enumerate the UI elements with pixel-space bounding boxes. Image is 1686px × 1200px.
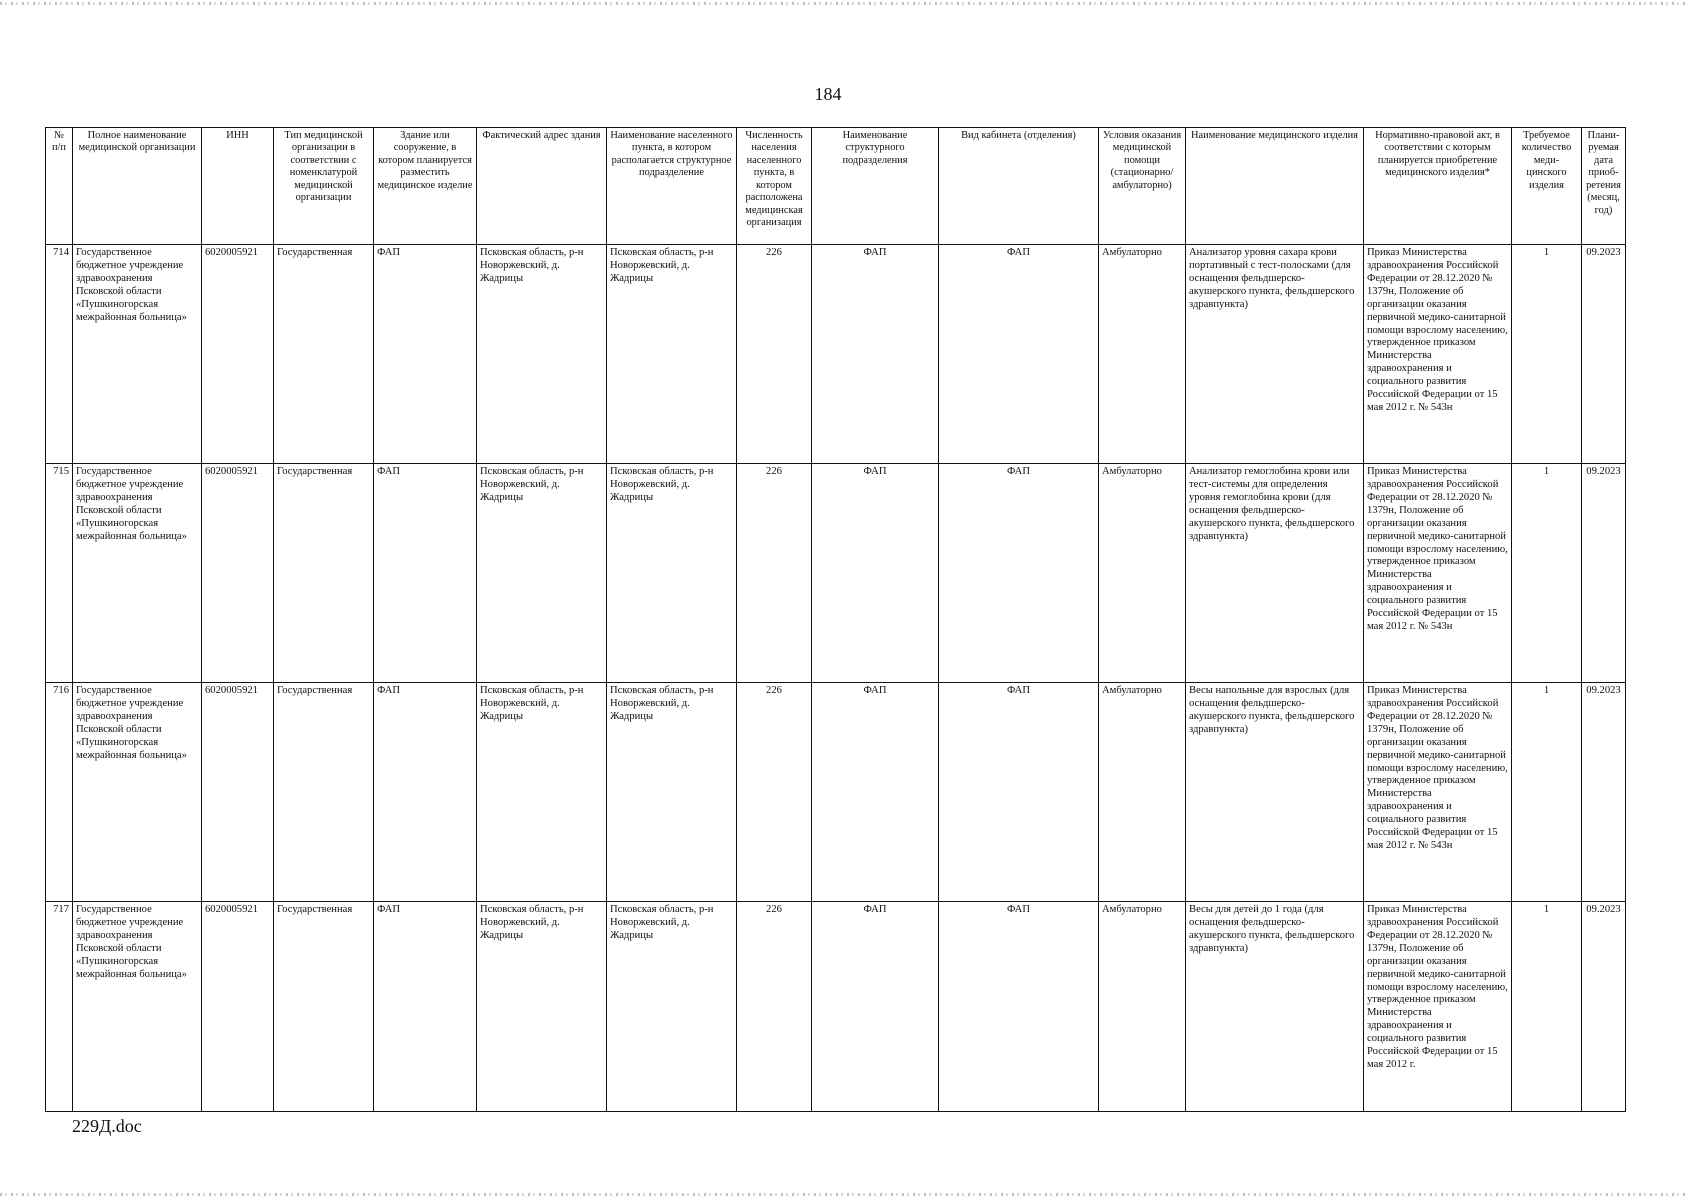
- col-header-quantity: Требуемое количество меди-цинского изделия: [1512, 128, 1582, 245]
- cell-conditions: Амбулаторно: [1099, 902, 1186, 1112]
- cell-inn: 6020005921: [202, 902, 274, 1112]
- cell-organization: Государственное бюджетное учреждение здравоохранения Псковской области «Пушкиногорская межрайонная больница»: [73, 902, 202, 1112]
- cell-cabinet: ФАП: [939, 683, 1099, 902]
- cell-unit: ФАП: [812, 464, 939, 683]
- cell-population: 226: [737, 245, 812, 464]
- cell-quantity: 1: [1512, 245, 1582, 464]
- cell-building: ФАП: [374, 245, 477, 464]
- col-header-locality: Наименование населенного пункта, в котором располагается структурное подразделение: [607, 128, 737, 245]
- col-header-building: Здание или сооружение, в котором планируется разместить медицинское изделие: [374, 128, 477, 245]
- cell-org-type: Государственная: [274, 245, 374, 464]
- cell-population: 226: [737, 902, 812, 1112]
- cell-cabinet: ФАП: [939, 902, 1099, 1112]
- cell-building: ФАП: [374, 464, 477, 683]
- cell-inn: 6020005921: [202, 245, 274, 464]
- cell-organization: Государственное бюджетное учреждение здравоохранения Псковской области «Пушкиногорская межрайонная больница»: [73, 464, 202, 683]
- cell-quantity: 1: [1512, 902, 1582, 1112]
- col-header-device: Наименование медицинского изделия: [1186, 128, 1364, 245]
- col-header-number: № п/п: [46, 128, 73, 245]
- cell-address: Псковская область, р-н Новоржевский, д. Жадрицы: [477, 902, 607, 1112]
- cell-org-type: Государственная: [274, 902, 374, 1112]
- col-header-organization: Полное наименование медицинской организации: [73, 128, 202, 245]
- cell-device: Анализатор уровня сахара крови портативный с тест-полосками (для оснащения фельдшерско-акушерского пункта, фельдшерского здравпункта): [1186, 245, 1364, 464]
- cell-building: ФАП: [374, 683, 477, 902]
- col-header-conditions: Условия оказания медицинской помощи (стационарно/ амбулаторно): [1099, 128, 1186, 245]
- col-header-address: Фактический адрес здания: [477, 128, 607, 245]
- cell-quantity: 1: [1512, 464, 1582, 683]
- cell-organization: Государственное бюджетное учреждение здравоохранения Псковской области «Пушкиногорская межрайонная больница»: [73, 683, 202, 902]
- cell-unit: ФАП: [812, 683, 939, 902]
- table-row: [46, 464, 1626, 683]
- table-row: [46, 902, 1626, 1112]
- cell-device: Анализатор гемоглобина крови или тест-системы для определения уровня гемоглобина крови (для оснащения фельдшерско-акушерского пункта, фельдшерского здравпункта): [1186, 464, 1364, 683]
- table-row: [46, 245, 1626, 464]
- header-row: [46, 128, 1626, 245]
- cell-address: Псковская область, р-н Новоржевский, д. Жадрицы: [477, 245, 607, 464]
- cell-locality: Псковская область, р-н Новоржевский, д. Жадрицы: [607, 245, 737, 464]
- col-header-unit: Наименование структурного подразделения: [812, 128, 939, 245]
- col-header-cabinet: Вид кабинета (отделения): [939, 128, 1099, 245]
- scan-edge-bottom: [0, 1193, 1686, 1196]
- col-header-inn: ИНН: [202, 128, 274, 245]
- cell-locality: Псковская область, р-н Новоржевский, д. Жадрицы: [607, 464, 737, 683]
- col-header-org-type: Тип медицинской организации в соответствии с номенклатурой медицинской организации: [274, 128, 374, 245]
- cell-date: 09.2023: [1582, 245, 1626, 464]
- cell-cabinet: ФАП: [939, 464, 1099, 683]
- cell-unit: ФАП: [812, 245, 939, 464]
- cell-organization: Государственное бюджетное учреждение здравоохранения Псковской области «Пушкиногорская межрайонная больница»: [73, 245, 202, 464]
- cell-device: Весы напольные для взрослых (для оснащения фельдшерско-акушерского пункта, фельдшерского здравпункта): [1186, 683, 1364, 902]
- cell-legal-act: Приказ Министерства здравоохранения Российской Федерации от 28.12.2020 № 1379н, Положение об организации оказания первичной медико-санитарной помощи взрослому населению, утвержденное приказом Министерства здравоохранения и социального развития Российской Федерации от 15 мая 2012 г.: [1364, 902, 1512, 1112]
- col-header-date: Плани-руемая дата приоб-ретения (месяц, год): [1582, 128, 1626, 245]
- cell-inn: 6020005921: [202, 464, 274, 683]
- cell-quantity: 1: [1512, 683, 1582, 902]
- cell-legal-act: Приказ Министерства здравоохранения Российской Федерации от 28.12.2020 № 1379н, Положение об организации оказания первичной медико-санитарной помощи взрослому населению, утвержденное приказом Министерства здравоохранения и социального развития Российской Федерации от 15 мая 2012 г. № 543н: [1364, 683, 1512, 902]
- cell-device: Весы для детей до 1 года (для оснащения фельдшерско-акушерского пункта, фельдшерского здравпункта): [1186, 902, 1364, 1112]
- table-header: [46, 128, 1626, 245]
- col-header-population: Численность населения населенного пункта, в котором расположена медицинская организация: [737, 128, 812, 245]
- cell-address: Псковская область, р-н Новоржевский, д. Жадрицы: [477, 683, 607, 902]
- cell-inn: 6020005921: [202, 683, 274, 902]
- cell-conditions: Амбулаторно: [1099, 245, 1186, 464]
- cell-org-type: Государственная: [274, 683, 374, 902]
- cell-locality: Псковская область, р-н Новоржевский, д. Жадрицы: [607, 902, 737, 1112]
- cell-date: 09.2023: [1582, 464, 1626, 683]
- table-row: [46, 683, 1626, 902]
- cell-number: 716: [46, 683, 73, 902]
- cell-date: 09.2023: [1582, 683, 1626, 902]
- cell-locality: Псковская область, р-н Новоржевский, д. Жадрицы: [607, 683, 737, 902]
- cell-population: 226: [737, 464, 812, 683]
- equipment-table-container: [45, 127, 1625, 1112]
- cell-date: 09.2023: [1582, 902, 1626, 1112]
- cell-org-type: Государственная: [274, 464, 374, 683]
- cell-conditions: Амбулаторно: [1099, 683, 1186, 902]
- cell-number: 714: [46, 245, 73, 464]
- table-body: [46, 245, 1626, 1112]
- equipment-table: [45, 127, 1626, 1112]
- scan-edge-top: [0, 2, 1686, 5]
- cell-legal-act: Приказ Министерства здравоохранения Российской Федерации от 28.12.2020 № 1379н, Положение об организации оказания первичной медико-санитарной помощи взрослому населению, утвержденное приказом Министерства здравоохранения и социального развития Российской Федерации от 15 мая 2012 г. № 543н: [1364, 245, 1512, 464]
- col-header-legal-act: Нормативно-правовой акт, в соответствии с которым планируется приобретение медицинского изделия*: [1364, 128, 1512, 245]
- cell-number: 717: [46, 902, 73, 1112]
- page-number: 184: [814, 84, 842, 104]
- cell-building: ФАП: [374, 902, 477, 1112]
- cell-number: 715: [46, 464, 73, 683]
- cell-conditions: Амбулаторно: [1099, 464, 1186, 683]
- cell-unit: ФАП: [812, 902, 939, 1112]
- cell-cabinet: ФАП: [939, 245, 1099, 464]
- cell-population: 226: [737, 683, 812, 902]
- cell-legal-act: Приказ Министерства здравоохранения Российской Федерации от 28.12.2020 № 1379н, Положение об организации оказания первичной медико-санитарной помощи взрослому населению, утвержденное приказом Министерства здравоохранения и социального развития Российской Федерации от 15 мая 2012 г. № 543н: [1364, 464, 1512, 683]
- footer-filename: 229Д.doc: [72, 1116, 142, 1136]
- cell-address: Псковская область, р-н Новоржевский, д. Жадрицы: [477, 464, 607, 683]
